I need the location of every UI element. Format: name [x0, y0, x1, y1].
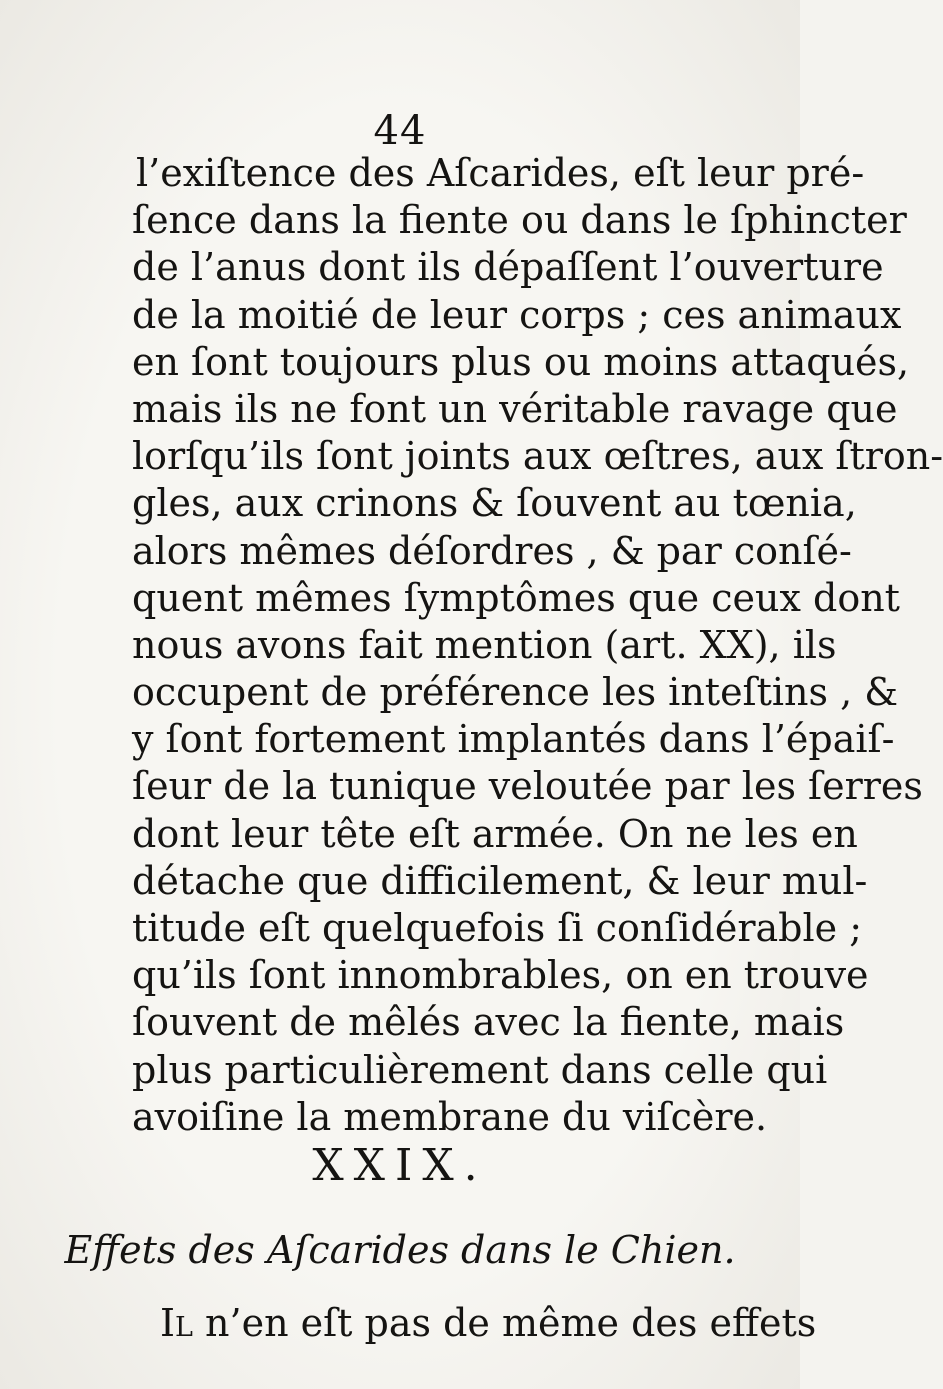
text-line: avoiſine la membrane du viſcère.	[132, 1094, 768, 1139]
text-line: ſouvent de mêlés avec la fiente, mais	[132, 1000, 845, 1045]
text-line: gles, aux crinons & ſouvent au tœnia,	[132, 481, 857, 526]
continued-text: n’en eſt pas de même des effets	[192, 1301, 817, 1345]
page-number: 44	[373, 108, 427, 154]
text-line: mais ils ne font un véritable ravage que	[132, 386, 898, 431]
text-line: de l’anus dont ils dépaſſent l’ouverture	[132, 245, 884, 290]
text-line: y ſont fortement implantés dans l’épaiſ-	[132, 717, 895, 762]
text-line: dont leur tête eſt armée. On ne les en	[132, 811, 858, 856]
text-line: alors mêmes déſordres , & par conſé-	[132, 528, 852, 573]
text-line: de la moitié de leur corps ; ces animaux	[132, 292, 902, 337]
text-line: qu’ils ſont innombrables, on en trouve	[132, 953, 869, 998]
section-title: Effets des Aſcarides dans le Chien.	[64, 1228, 736, 1272]
text-line: quent mêmes ſymptômes que ceux dont	[132, 575, 900, 620]
text-line: détache que difficilement, & leur mul-	[132, 858, 868, 903]
text-line: plus particulièrement dans celle qui	[132, 1047, 828, 1092]
text-line: en ſont toujours plus ou moins attaqués,	[132, 339, 910, 384]
text-line: l’exiſtence des Aſcarides, eſt leur pré-	[136, 151, 865, 195]
text-line: lorſqu’ils ſont joints aux œſtres, aux ſtron-	[132, 434, 943, 479]
continued-text-line	[160, 1300, 817, 1347]
text-line: nous avons fait mention (art. XX), ils	[132, 622, 837, 667]
text-line: ſeur de la tunique veloutée par les ſerres	[132, 764, 923, 809]
text-line: occupent de préférence les inteſtins , &	[132, 670, 899, 715]
drop-initial: Il	[160, 1301, 193, 1345]
paragraph	[132, 150, 943, 1141]
section-number: XXIX.	[312, 1140, 488, 1191]
text-line: ſence dans la fiente ou dans le ſphincter	[132, 198, 907, 243]
text-line: titude eſt quelquefois ſi conſidérable ;	[132, 906, 862, 950]
